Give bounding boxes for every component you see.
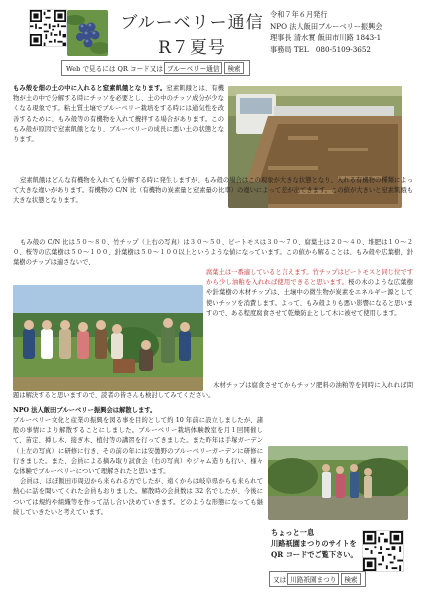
newsletter-title [117, 8, 267, 58]
group-photo-image [13, 285, 203, 391]
article1-para3-intro [13, 238, 413, 269]
promo-line-3: QR コードでご覧下さい。 [271, 549, 358, 559]
org-name: NPO 法人飯田ブルーベリー振興会 [270, 21, 383, 31]
kawaji-gion-qr-code[interactable] [362, 530, 404, 572]
article1-para1-text: 窒素飢餓とは、有機物が土の中で分解する時にチッソを必要とし、土の中のチッソ成分が少なくなる現象です。粘土質土壌でブルーベリー栽培をする時には通気性を改善するために、もみ殻等の有機物を入れて攪拌する場合があります。このもみ殻が原因で窒素飢餓となり、ブルーベリーの成長に悪い土の状態となります。 [13, 85, 225, 144]
article1-para3-right [206, 268, 413, 319]
article2-para2-text: 会員は、ほぼ飯田市周辺から来られる方でしたが、遠くからは岐阜県からも来られて熱心に話を聞いてくれた会員もおりました。解散時の会員数は 32 名でしたが、今後については規約や組織等を作って話し合い決めていきます。どのような形態になっても継続していきたいと考えています。 [13, 478, 263, 516]
article2-para1-text: ブルーベリー文化と産業の振興を図る事を目的として約 10 年前に設立しましたが、諸般の事情により解散することにしました。ブルーベリー栽培体験教室を月１回開催して、苗定、挿し木、接ぎ木、植付等の講習を行ってきました。また昨年は手塚ガーデン（上左の写真）に研修に行き、その前の年には安曇野のブルーベリーガーデンに研修に行きました。また、会員による摘み取り試食会（右の写真）やジャム造りも行い、様々な体験でブルーベリーについて理解されたと思います。 [13, 417, 263, 476]
search-button-box: 検索 [224, 62, 243, 74]
article1-lead: もみ殻を畑の土の中に入れると窒素飢餓となります。 [13, 85, 167, 92]
header-qr-code[interactable] [29, 9, 67, 47]
article-dissolution [13, 406, 413, 416]
article1-para2 [13, 176, 413, 207]
article-chisso-starvation [13, 84, 413, 145]
search-term-box: 川路祇園まつり [287, 573, 339, 585]
article2-para1-top [13, 406, 413, 416]
article1-para3-text-a: もみ殻の C/N 比は５０～８０、竹チップ（上右の写真）は３０～５０、ピートモスは３０～７０、腐葉土は２０～４０、堆肥は１０～２０、桜等の広葉樹は５０～１００、針葉樹は５０～１００以上というような値になっています。この値から解ることは、もみ殻や広葉樹、針葉樹のチップは適さないで、 [13, 239, 413, 267]
blueberry-icon [67, 10, 108, 56]
issue-date: 令和７年６月発行 [270, 10, 328, 19]
qr-code-icon [30, 10, 66, 46]
search-button-box: 検索 [341, 573, 360, 585]
article2-para1 [13, 416, 263, 477]
promo-line-2: 川路祇園まつりのサイトを [271, 538, 357, 548]
blueberry-photo [67, 10, 108, 56]
article1-para2-text: 窒素飢餓はどんな有機物を入れても分解する時に発生しますが、もみ殻の場合はこの現象が大きな状態となり、入れる有機物の種類によって大きな違いがあります。有機物の C/N 比（有機物の炭素量と窒素量の比率）の違いによって差が出てきます。この値が大きいと窒素飢餓も大きな状態となります。 [13, 177, 413, 205]
publisher-info [270, 9, 420, 55]
kawaji-gion-promo [271, 528, 367, 560]
article1-para4 [13, 381, 413, 401]
article1-para3-text-b: 桜の木のような広葉樹や針葉樹の木材チップは、土壌中の微生物が炭素をエネルギー源として使いチッソを消費します。よって、もみ殻よりも悪い影響になると思いますので、ある程度腐食させて乾燥防止として木に被せて使用します。 [206, 279, 414, 317]
leaf-mold-recommendation: 腐葉土は一番適していると言えます。竹チップはピートモスと同じ位ですから少し油粕を入れれば使用できると思います。 [206, 269, 413, 287]
article1-para1 [13, 84, 224, 145]
article1-para3-block [13, 238, 413, 269]
title-line-1: ブルーベリー通信 [120, 13, 264, 33]
web-note-text: Web で見るには QR コード又は [66, 65, 163, 73]
article2-body [13, 416, 263, 518]
kawaji-gion-search-note [269, 571, 366, 587]
article1-para4-block [13, 381, 413, 401]
member-group-photo [13, 285, 203, 391]
web-access-note [61, 60, 250, 76]
article2-lead: NPO 法人飯田ブルーベリー振興会は解散します。 [13, 407, 157, 414]
chair-address: 理事長 清水實 飯田市川路 1843-1 [270, 33, 382, 43]
search-note-prefix: 又は [273, 576, 287, 584]
search-term-box: ブルーベリー通信 [164, 62, 223, 74]
title-line-2: R７夏号 [158, 38, 226, 58]
picking-event-photo [268, 446, 408, 520]
office-phone: 事務局 TEL 080-5109-3652 [270, 44, 372, 54]
article1-para4-text: 木材チップは腐食させてからチッソ肥料の油粕等を同時に入れれば問題は解決すると思いますので、読者の皆さんも検討してみてください。 [13, 382, 413, 400]
article1-para2-block [13, 176, 413, 207]
promo-line-1: ちょっと一息 [271, 528, 315, 537]
picking-photo-image [268, 446, 408, 520]
qr-code-icon [363, 531, 403, 571]
article1-para3-continued [206, 268, 413, 319]
article2-para2 [13, 477, 263, 518]
